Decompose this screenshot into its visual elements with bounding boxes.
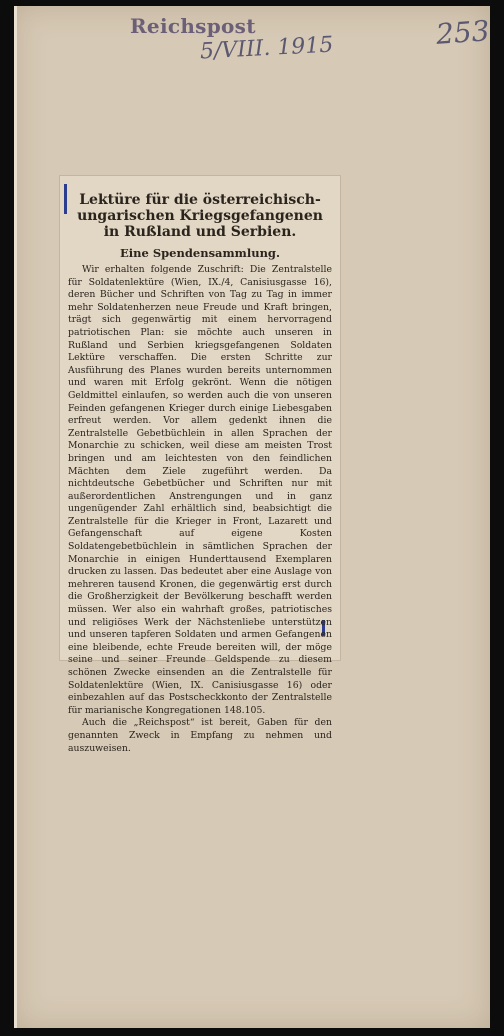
handwritten-page-number: 253 — [434, 14, 491, 51]
article-subheadline: Eine Spendensammlung. — [120, 246, 280, 260]
newspaper-masthead-stamp: Reichspost — [130, 14, 256, 38]
archive-sheet — [14, 6, 490, 1028]
blue-pencil-mark-top — [64, 184, 67, 214]
newspaper-clipping — [60, 176, 340, 754]
article-headline: Lektüre für die österreichisch-ungarischen Kriegsgefangenen in Rußland und Serbien. — [77, 192, 323, 240]
sheet-edge — [14, 6, 17, 1028]
article-paragraph: Wir erhalten folgende Zuschrift: Die Zentralstelle für Soldatenlektüre (Wien, IX./4, Canisiusgasse 16), deren Bücher und Schriften von Tag zu Tag in immer mehr Soldatenherzen neue Freude und Kraft bringen, trägt sich gegenwärtig mit einem hervorragend patriotischen Plan: sie möchte auch unseren in Rußland und Serbien kriegsgefangenen Soldaten Lektüre verschaffen. Die ersten Schritte zur Ausführung des Planes wurden bereits unternommen und waren mit Erfolg gekrönt. Wenn die nötigen Geldmittel einlaufen, so werden auch die von unseren Feinden gefangenen Krieger durch einige Liebesgaben erfreut werden. Vor allem gedenkt ihnen die Zentralstelle Gebetbüchlein in allen Sprachen der Monarchie zu schicken, weil diese am meisten Trost bringen und am leichtesten von den feindlichen Mächten dem Ziele zugeführt werden. Da nichtdeutsche Gebetbücher und Schriften nur mit außerordentlichen Anstrengungen und in ganz ungenügender Zahl erhältlich sind, beabsichtigt die Zentralstelle für die Krieger in Front, Lazarett und Gefangenschaft auf eigene Kosten Soldatengebetbüchlein in sämtlichen Sprachen der Monarchie in einigen Hunderttausend Exemplaren drucken zu lassen. Das bedeutet aber eine Auslage von mehreren tausend Kronen, die gegenwärtig erst durch die Großherzigkeit der Bevölkerung beschafft werden müssen. Wer also ein wahrhaft großes, patriotisches und religiöses Werk der Nächstenliebe unterstützen und unseren tapferen Soldaten und armen Gefangenen eine bleibende, echte Freude bereiten will, der möge seine und seiner Freunde Geldspende zu diesem schönen Zwecke einsenden an die Zentralstelle für Soldatenlektüre (Wien, IX. Canisiusgasse 16) oder einbezahlen auf das Postscheckkonto der Zentralstelle für marianische Kongregationen 148.105. — [68, 264, 332, 716]
article — [68, 192, 332, 755]
article-paragraph: Auch die „Reichspost“ ist bereit, Gaben für den genannten Zweck in Empfang zu nehmen und auszuweisen. — [68, 717, 332, 754]
handwritten-date: 5/VIII. 1915 — [199, 32, 334, 65]
